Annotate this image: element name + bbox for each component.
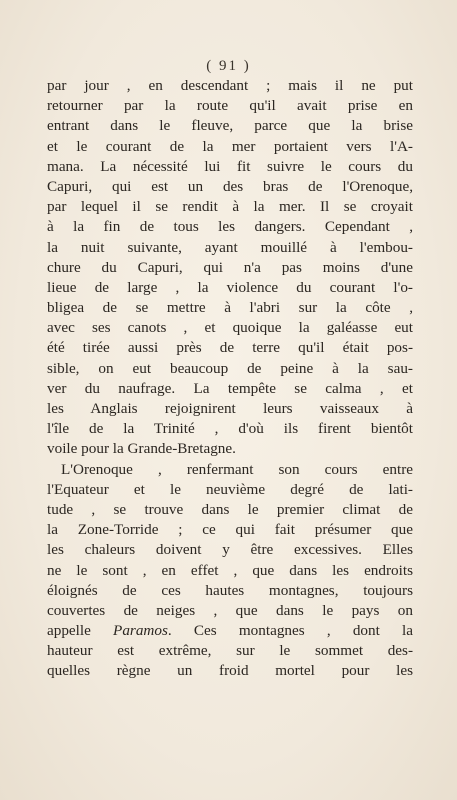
text-line: couvertes de neiges , que dans le pays on bbox=[47, 601, 413, 619]
text-line: les chaleurs doivent y être excessives. Elles bbox=[47, 541, 413, 559]
text-line: éloignés de ces hautes montagnes, toujours bbox=[47, 581, 413, 599]
text-line: ne le sont , en effet , que dans les endroits bbox=[47, 561, 413, 579]
text-line: été tirée aussi près de terre qu'il était pos- bbox=[47, 339, 413, 357]
text-line: l'île de la Trinité , d'où ils firent bientôt bbox=[47, 420, 413, 438]
text-line: entrant dans le fleuve, parce que la brise bbox=[47, 117, 413, 135]
text-line: appelle Paramos. Ces montagnes , dont la bbox=[47, 622, 413, 640]
text-line: l'Equateur et le neuvième degré de lati- bbox=[47, 480, 413, 498]
text-line: par jour , en descendant ; mais il ne put bbox=[47, 77, 413, 94]
text-line: tude , se trouve dans le premier climat de bbox=[47, 500, 413, 518]
text-line: et le courant de la mer portaient vers l'A- bbox=[47, 137, 413, 155]
text-line: par lequel il se rendit à la mer. Il se croyait bbox=[47, 198, 413, 216]
text-line: à la fin de tous les dangers. Cependant , bbox=[47, 218, 413, 236]
text-line: avec ses canots , et quoique la galéasse eut bbox=[47, 319, 413, 337]
text-line: la nuit suivante, ayant mouillé à l'embou- bbox=[47, 238, 413, 256]
text-line: lieue de large , la violence du courant l'o- bbox=[47, 278, 413, 296]
text-line: la Zone-Torride ; ce qui fait présumer que bbox=[47, 521, 413, 539]
text-line: bligea de se mettre à l'abri sur la côte , bbox=[47, 299, 413, 317]
text-line: retourner par la route qu'il avait prise en bbox=[47, 97, 413, 115]
text-line: Capuri, qui est un des bras de l'Orenoque, bbox=[47, 177, 413, 195]
text-line: chure du Capuri, qui n'a pas moins d'une bbox=[47, 258, 413, 276]
text-line: les Anglais rejoignirent leurs vaisseaux à bbox=[47, 400, 413, 417]
body-text bbox=[47, 76, 413, 682]
text-line: voile pour la Grande-Bretagne. bbox=[47, 440, 236, 458]
text-line: quelles règne un froid mortel pour les bbox=[47, 662, 413, 680]
page-number: ( 91 ) bbox=[206, 58, 251, 74]
text-line: L'Orenoque , renfermant son cours entre bbox=[61, 460, 413, 478]
text-line: hauteur est extrême, sur le sommet des- bbox=[47, 642, 413, 660]
text-line: ver du naufrage. La tempête se calma , et bbox=[47, 379, 413, 397]
text-line: sible, on eut beaucoup de peine à la sau- bbox=[47, 359, 413, 377]
text-line: mana. La nécessité lui fit suivre le cours du bbox=[47, 157, 413, 175]
